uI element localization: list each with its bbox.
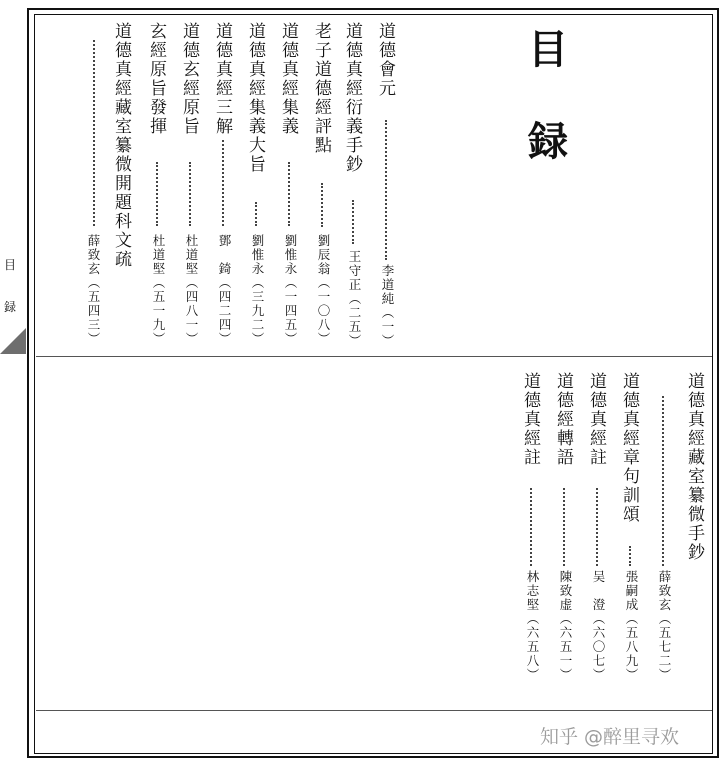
entry-title: 道德經轉語 — [553, 372, 573, 467]
entry-title: 道德真經章句訓頌 — [619, 372, 639, 524]
entry-title: 道德真經註 — [520, 372, 540, 467]
leader-dots — [93, 40, 97, 226]
entry-author: 林志堅（六五八） — [525, 570, 540, 682]
leader-dots — [352, 200, 356, 244]
entry-author: 李道純（一） — [380, 264, 395, 348]
entry-author: 杜道堅（四八一） — [184, 234, 199, 346]
watermark: 知乎 @醉里寻欢 — [540, 726, 680, 748]
leader-dots — [189, 162, 193, 226]
entry-title: 道德玄經原旨 — [179, 22, 199, 136]
leader-dots — [629, 546, 633, 566]
entry-author: 薛致玄（五四三） — [86, 234, 101, 346]
leader-dots — [385, 120, 389, 260]
page-title-char-1: 目 — [528, 26, 568, 73]
entry-title: 道德真經集義大旨 — [245, 22, 265, 174]
leader-dots — [530, 488, 534, 566]
entry-author: 劉辰翁（一〇八） — [316, 234, 331, 346]
entry-author: 薛致玄（五七二） — [657, 570, 672, 682]
leader-dots — [321, 183, 325, 227]
leader-dots — [156, 162, 160, 226]
entry-title: 道德真經衍義手鈔 — [342, 22, 362, 174]
side-tab-marker — [0, 328, 26, 354]
entry-author: 劉惟永（一四五） — [283, 234, 298, 346]
side-tab-char-2: 録 — [4, 300, 17, 314]
entry-title: 道德真經三解 — [212, 22, 232, 136]
entry-title: 道德會元 — [375, 22, 395, 98]
leader-dots — [563, 488, 567, 566]
entry-author: 劉惟永（三九二） — [250, 234, 265, 346]
inner-frame — [34, 14, 713, 754]
entry-author: 張嗣成（五八九） — [624, 570, 639, 682]
side-tab-char-1: 目 — [4, 258, 17, 272]
entry-author: 杜道堅（五一九） — [151, 234, 166, 346]
bottom-divider — [36, 710, 712, 711]
entry-title: 道德真經藏室纂微開題科文疏 — [111, 22, 131, 269]
entry-title: 道德真經集義 — [278, 22, 298, 136]
leader-dots — [662, 396, 666, 566]
entry-author: 王守正（二五） — [347, 250, 362, 348]
leader-dots — [596, 488, 600, 566]
leader-dots — [255, 202, 259, 226]
entry-author: 陳致虚（六五一） — [558, 570, 573, 682]
entry-author: 吴 澄（六〇七） — [591, 570, 606, 682]
entry-author: 鄧 錡（四二四） — [217, 234, 232, 346]
leader-dots — [288, 162, 292, 226]
entry-title: 道德真經藏室纂微手鈔 — [684, 372, 704, 562]
entry-title: 老子道德經評點 — [311, 22, 331, 155]
section-divider — [36, 356, 712, 357]
entry-title: 玄經原旨發揮 — [146, 22, 166, 136]
entry-title: 道德真經註 — [586, 372, 606, 467]
leader-dots — [222, 140, 226, 226]
page-title-char-2: 録 — [528, 118, 568, 165]
